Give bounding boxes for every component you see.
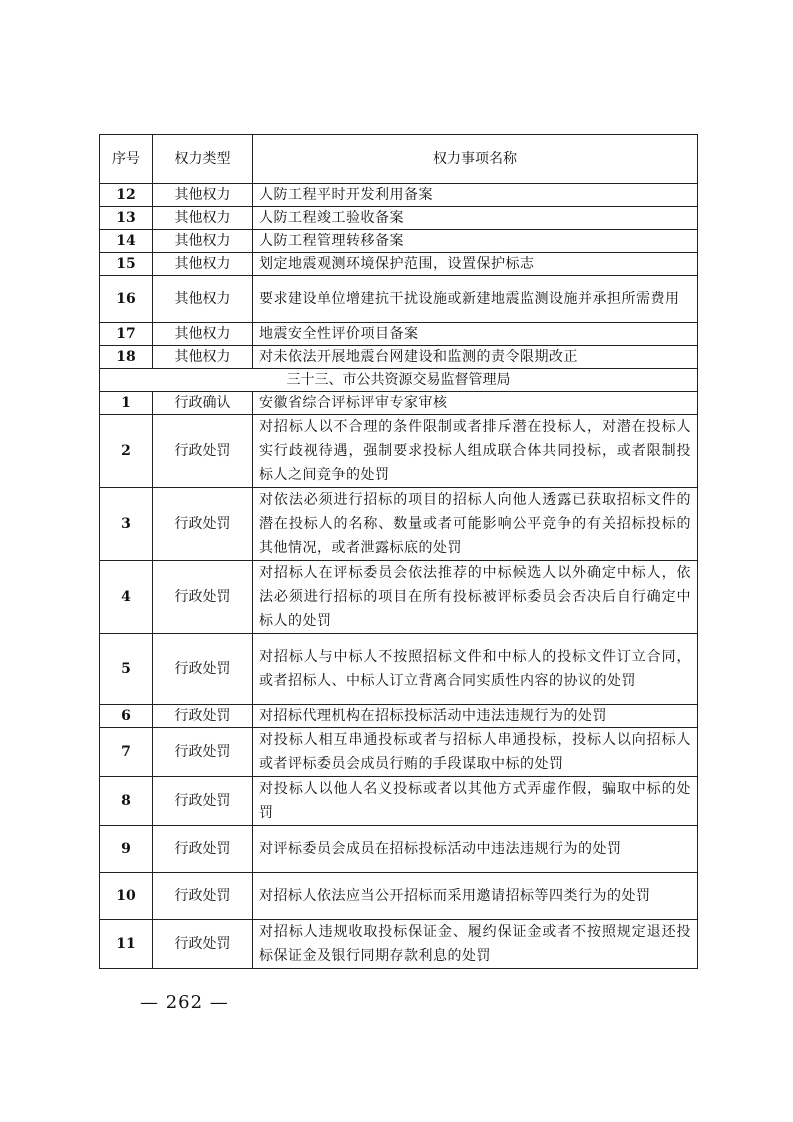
row-type: 行政处罚 <box>153 634 253 705</box>
table-row <box>100 777 698 826</box>
row-type: 其他权力 <box>153 184 253 207</box>
row-name: 对招标代理机构在招标投标活动中违法违规行为的处罚 <box>253 705 698 728</box>
row-seq: 18 <box>100 346 153 369</box>
row-seq: 10 <box>100 873 153 920</box>
header-seq: 序号 <box>100 135 153 184</box>
table-row <box>100 276 698 323</box>
row-seq: 7 <box>100 728 153 777</box>
table-row <box>100 873 698 920</box>
table-row <box>100 230 698 253</box>
table-row <box>100 826 698 873</box>
row-name: 对投标人以他人名义投标或者以其他方式弄虚作假，骗取中标的处罚 <box>253 777 698 826</box>
table-row <box>100 253 698 276</box>
table-row <box>100 488 698 561</box>
row-seq: 9 <box>100 826 153 873</box>
table-row <box>100 415 698 488</box>
row-type: 其他权力 <box>153 230 253 253</box>
row-seq: 6 <box>100 705 153 728</box>
row-type: 其他权力 <box>153 253 253 276</box>
row-seq: 17 <box>100 323 153 346</box>
header-name: 权力事项名称 <box>253 135 698 184</box>
row-type: 其他权力 <box>153 276 253 323</box>
row-seq: 5 <box>100 634 153 705</box>
row-type: 其他权力 <box>153 323 253 346</box>
row-type: 行政处罚 <box>153 826 253 873</box>
row-type: 其他权力 <box>153 207 253 230</box>
header-type: 权力类型 <box>153 135 253 184</box>
row-type: 行政处罚 <box>153 920 253 969</box>
row-seq: 14 <box>100 230 153 253</box>
section-title: 三十三、市公共资源交易监督管理局 <box>100 369 698 392</box>
power-list-table <box>99 134 698 969</box>
row-seq: 13 <box>100 207 153 230</box>
row-name: 对依法必须进行招标的项目的招标人向他人透露已获取招标文件的潜在投标人的名称、数量或者可能影响公平竞争的有关招标投标的其他情况，或者泄露标底的处罚 <box>253 488 698 561</box>
table-row <box>100 184 698 207</box>
row-name: 对投标人相互串通投标或者与招标人串通投标，投标人以向招标人或者评标委员会成员行贿的手段谋取中标的处罚 <box>253 728 698 777</box>
row-type: 行政处罚 <box>153 561 253 634</box>
table-row <box>100 634 698 705</box>
row-seq: 16 <box>100 276 153 323</box>
table-row <box>100 323 698 346</box>
row-type: 行政处罚 <box>153 705 253 728</box>
row-name: 对招标人依法应当公开招标而采用邀请招标等四类行为的处罚 <box>253 873 698 920</box>
row-type: 行政处罚 <box>153 488 253 561</box>
row-type: 行政处罚 <box>153 728 253 777</box>
table-row <box>100 728 698 777</box>
row-seq: 11 <box>100 920 153 969</box>
row-type: 行政处罚 <box>153 777 253 826</box>
row-seq: 2 <box>100 415 153 488</box>
row-name: 要求建设单位增建抗干扰设施或新建地震监测设施并承担所需费用 <box>253 276 698 323</box>
row-type: 其他权力 <box>153 346 253 369</box>
row-name: 地震安全性评价项目备案 <box>253 323 698 346</box>
row-name: 对招标人在评标委员会依法推荐的中标候选人以外确定中标人，依法必须进行招标的项目在所有投标被评标委员会否决后自行确定中标人的处罚 <box>253 561 698 634</box>
row-name: 人防工程竣工验收备案 <box>253 207 698 230</box>
row-name: 人防工程平时开发利用备案 <box>253 184 698 207</box>
row-seq: 12 <box>100 184 153 207</box>
row-seq: 8 <box>100 777 153 826</box>
row-type: 行政处罚 <box>153 873 253 920</box>
page-number: — 262 — <box>140 992 229 1013</box>
row-name: 划定地震观测环境保护范围，设置保护标志 <box>253 253 698 276</box>
row-type: 行政处罚 <box>153 415 253 488</box>
row-type: 行政确认 <box>153 392 253 415</box>
section-row <box>100 369 698 392</box>
table-row <box>100 392 698 415</box>
table-row <box>100 561 698 634</box>
row-name: 安徽省综合评标评审专家审核 <box>253 392 698 415</box>
row-name: 对招标人以不合理的条件限制或者排斥潜在投标人，对潜在投标人实行歧视待遇，强制要求投标人组成联合体共同投标，或者限制投标人之间竞争的处罚 <box>253 415 698 488</box>
row-seq: 15 <box>100 253 153 276</box>
table-body <box>100 184 698 969</box>
row-seq: 1 <box>100 392 153 415</box>
row-seq: 4 <box>100 561 153 634</box>
row-seq: 3 <box>100 488 153 561</box>
table-row <box>100 207 698 230</box>
row-name: 人防工程管理转移备案 <box>253 230 698 253</box>
table-header-row <box>100 135 698 184</box>
row-name: 对未依法开展地震台网建设和监测的责令限期改正 <box>253 346 698 369</box>
row-name: 对招标人违规收取投标保证金、履约保证金或者不按照规定退还投标保证金及银行同期存款利息的处罚 <box>253 920 698 969</box>
row-name: 对招标人与中标人不按照招标文件和中标人的投标文件订立合同，或者招标人、中标人订立背离合同实质性内容的协议的处罚 <box>253 634 698 705</box>
table-row <box>100 346 698 369</box>
table-row <box>100 705 698 728</box>
table-row <box>100 920 698 969</box>
row-name: 对评标委员会成员在招标投标活动中违法违规行为的处罚 <box>253 826 698 873</box>
